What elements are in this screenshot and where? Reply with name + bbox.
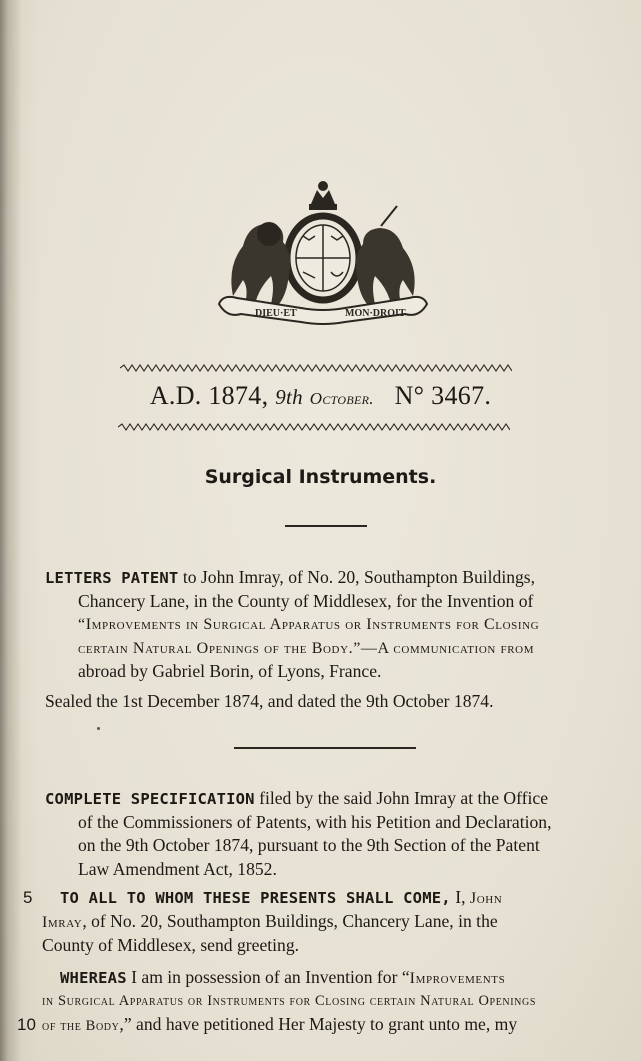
to-all-paragraph: TO ALL TO WHOM THESE PRESENTS SHALL COME, I, John	[60, 887, 503, 907]
section-divider	[234, 747, 416, 749]
letters-patent-paragraph	[45, 566, 597, 590]
complete-specification-continuation	[78, 811, 598, 881]
letters-patent-line-5: abroad by Gabriel Borin, of Lyons, France.	[78, 661, 382, 682]
title-divider	[285, 525, 367, 527]
letters-patent-line-3: “Improvements in Surgical Apparatus or Instruments for Closing	[78, 616, 540, 634]
to-all-line-3: County of Middlesex, send greeting.	[42, 935, 300, 956]
letters-patent-line-4: certain Natural Openings of the Body.”—A communication from	[78, 639, 535, 657]
speck	[97, 727, 100, 730]
letters-patent-line-1: LETTERS PATENT to John Imray, of No. 20, Southampton Buildings,	[45, 567, 536, 587]
line-number-10: 10	[17, 1015, 36, 1034]
document-title: Surgical Instruments.	[204, 466, 437, 488]
wavy-rule-bottom	[118, 422, 510, 432]
to-all-continuation: Imray, of No. 20, Southampton Buildings, Chancery Lane, in the County of Middlesex, send greeting.	[42, 910, 602, 958]
patent-number: N° 3467.	[394, 381, 492, 410]
complete-spec-line-1: filed by the said John Imray at the Office	[254, 788, 549, 808]
whereas-continuation: in Surgical Apparatus or Instruments for Closing certain Natural Openings of the Body,” and have petitioned Her Majesty to grant unto me, my	[42, 990, 602, 1039]
letters-patent-continuation	[78, 590, 598, 684]
svg-text:MON·DROIT: MON·DROIT	[345, 308, 406, 319]
patent-year: A.D. 1874,	[149, 381, 269, 410]
royal-coat-of-arms	[213, 176, 433, 326]
svg-text:DIEU·ET: DIEU·ET	[255, 308, 297, 319]
whereas-lead: WHEREAS	[60, 969, 127, 987]
sealed-line: Sealed the 1st December 1874, and dated the 9th October 1874.	[45, 691, 494, 711]
complete-spec-line-3: on the 9th October 1874, pursuant to the 9th Section of the Patent	[78, 835, 540, 856]
wavy-rule-top	[120, 363, 512, 373]
whereas-line-2: in Surgical Apparatus or Instruments for Closing certain Natural Openings	[42, 993, 536, 1009]
patent-number-heading	[0, 381, 641, 411]
line-number-5: 5	[23, 888, 33, 907]
complete-spec-line-4: Law Amendment Act, 1852.	[78, 858, 277, 879]
patent-month: October.	[309, 389, 374, 408]
to-all-lead: TO ALL TO WHOM THESE PRESENTS SHALL COME,	[60, 889, 451, 907]
complete-specification-paragraph	[45, 787, 597, 811]
letters-patent-line-2: Chancery Lane, in the County of Middlesex, for the Invention of	[78, 591, 534, 611]
whereas-paragraph: WHEREAS I am in possession of an Invention for “Improvements	[60, 967, 506, 987]
patent-day: 9th	[275, 385, 303, 409]
complete-spec-lead: COMPLETE SPECIFICATION	[45, 790, 255, 808]
complete-spec-line-2: of the Commissioners of Patents, with his Petition and Declaration,	[78, 812, 552, 832]
